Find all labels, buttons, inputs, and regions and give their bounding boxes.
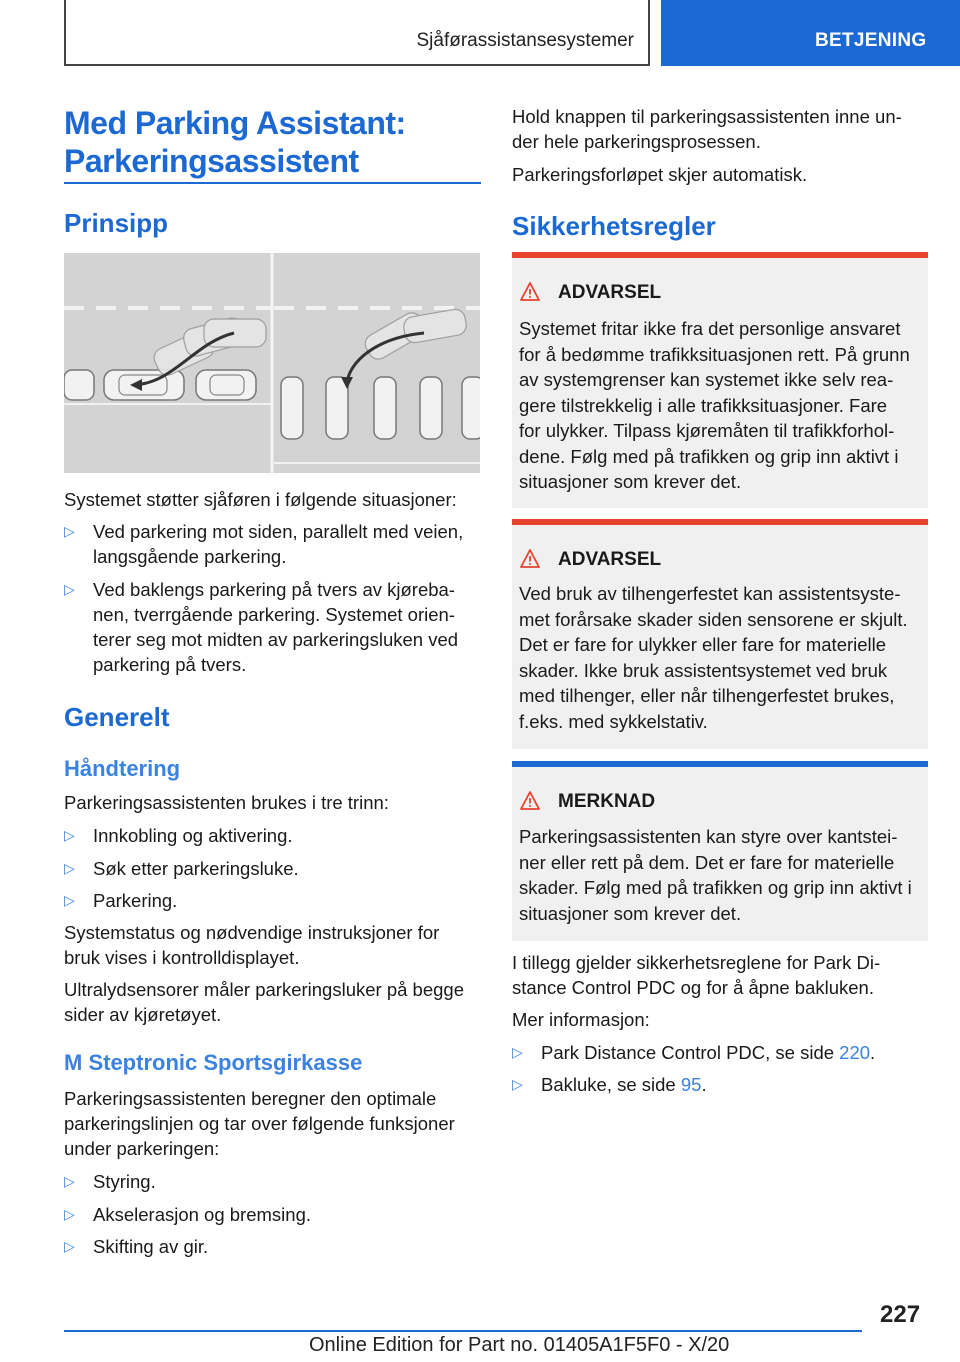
parking-diagram: [64, 253, 480, 473]
status-paragraph: Systemstatus og nødvendige instruksjoner for bruk vises i kontrolldisplayet.: [64, 922, 440, 968]
bullet-triangle-icon: ▷: [64, 581, 75, 597]
bullet-triangle-icon: ▷: [64, 1238, 75, 1254]
list-item: ▷ Ved baklengs parkering på tvers av kjøreba- nen, tverrgående parkering. Systemet orien- terer seg mot midten av parkeringsluken ved parkering på tvers.: [64, 579, 459, 675]
bullet-triangle-icon: ▷: [64, 523, 75, 539]
title-divider: [64, 182, 481, 184]
warning-triangle-icon: [520, 549, 540, 569]
footer-edition: Online Edition for Part no. 01405A1F5F0 - X/20: [309, 1334, 730, 1356]
note-triangle-icon: [520, 791, 540, 811]
bullet-triangle-icon: ▷: [512, 1044, 523, 1060]
bullet-triangle-icon: ▷: [512, 1076, 523, 1092]
list-item: ▷ Park Distance Control PDC, se side 220.: [512, 1042, 876, 1063]
ultra-paragraph: Ultralydsensorer måler parkeringsluker på begge sider av kjøretøyet.: [64, 979, 464, 1025]
heading-generelt: Generelt: [64, 702, 170, 732]
parking-illustration: [64, 253, 480, 473]
list-item: ▷ Parkering.: [64, 890, 178, 911]
bullet-triangle-icon: ▷: [64, 827, 75, 843]
note-text: Parkeringsassistenten kan styre over kantstei- ner eller rett på dem. Det er fare for materielle skader. Følg med på trafikken og grip inn aktivt i situasjoner som krever det.: [519, 826, 912, 924]
header-section-title: Sjåførassistansesystemer: [416, 30, 634, 51]
auto-paragraph: Parkeringsforløpet skjer automatisk.: [512, 164, 808, 185]
heading-prinsipp: Prinsipp: [64, 208, 169, 238]
header-section-box: [64, 0, 650, 66]
warning-text: Systemet fritar ikke fra det personlige ansvaret for å bedømme trafikksituasjonen rett. På grunn av systemgrenser kan systemet ikke selv rea- gere tilstrekkelig i alle trafikksituasjoner. Fare for ulykker. Tilpass kjøremåten til trafikkforhol- dene. Følg med på trafikken og grip inn aktivt i situasjoner som krever det.: [519, 318, 910, 492]
warning-text: Ved bruk av tilhengerfestet kan assistentsyste- met forårsake skader siden sensorene er skjult. Det er fare for ulykker eller fare for materielle skader. Ikke bruk assistentsystemet ved bruk med tilhenger, eller når tilhengerfestet brukes, f.eks. med sykkelstativ.: [519, 583, 908, 732]
warning-box: [512, 252, 928, 508]
note-box: [512, 761, 928, 941]
handtering-text: Parkeringsassistenten brukes i tre trinn:: [64, 792, 389, 813]
tillegg-paragraph: I tillegg gjelder sikkerhetsreglene for Park Di- stance Control PDC og for å åpne bakluken.: [512, 952, 881, 998]
prinsipp-intro: Systemet støtter sjåføren i følgende situasjoner:: [64, 489, 457, 510]
hold-paragraph: Hold knappen til parkeringsassistenten inne un- der hele parkeringsprosessen.: [512, 106, 902, 152]
warning-triangle-icon: [520, 282, 540, 302]
bullet-triangle-icon: ▷: [64, 892, 75, 908]
bullet-triangle-icon: ▷: [64, 1206, 75, 1222]
header-chapter-tab[interactable]: [661, 0, 960, 66]
heading-steptronic: M Steptronic Sportsgirkasse: [64, 1050, 363, 1075]
page-title: Med Parking Assistant: Parkeringsassistent: [64, 105, 406, 179]
heading-handtering: Håndtering: [64, 756, 181, 781]
list-item: ▷ Skifting av gir.: [64, 1236, 209, 1257]
mer-info: Mer informasjon:: [512, 1009, 650, 1030]
header-chapter-title: BETJENING: [815, 30, 927, 51]
bullet-triangle-icon: ▷: [64, 1173, 75, 1189]
heading-sikkerhetsregler: Sikkerhetsregler: [512, 211, 716, 241]
note-label: MERKNAD: [558, 791, 656, 812]
list-item: ▷ Innkobling og aktivering.: [64, 825, 293, 846]
warning-box: [512, 519, 928, 749]
page-link-95[interactable]: 95: [680, 1074, 702, 1095]
warning-label: ADVARSEL: [558, 282, 662, 303]
steptronic-paragraph: Parkeringsassistenten beregner den optimale parkeringslinjen og tar over følgende funksjoner under parkeringen:: [64, 1088, 455, 1159]
list-item: ▷ Styring.: [64, 1171, 156, 1192]
list-item: ▷ Ved parkering mot siden, parallelt med veien, langsgående parkering.: [64, 521, 464, 567]
list-item: ▷ Bakluke, se side 95.: [512, 1074, 707, 1095]
list-item: ▷ Søk etter parkeringsluke.: [64, 858, 299, 879]
list-item: ▷ Akselerasjon og bremsing.: [64, 1204, 311, 1225]
footer-divider: [64, 1330, 862, 1332]
page-number: 227: [880, 1301, 921, 1328]
bullet-triangle-icon: ▷: [64, 860, 75, 876]
warning-label: ADVARSEL: [558, 549, 662, 570]
page-link-220[interactable]: 220: [839, 1042, 871, 1063]
